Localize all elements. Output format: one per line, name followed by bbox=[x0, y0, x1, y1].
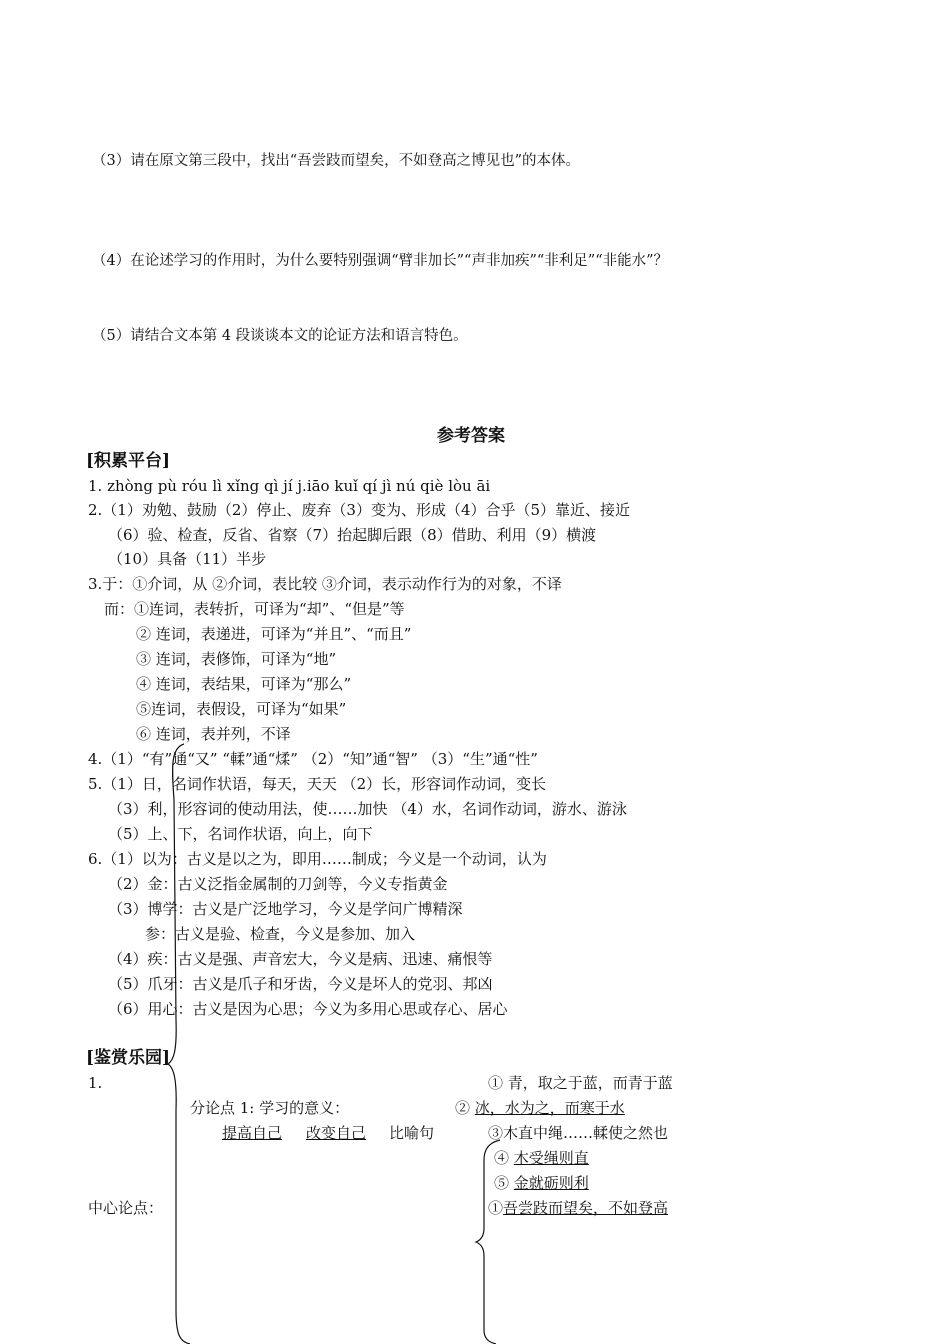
example-6-text: 吾尝跂而望矣，不如登高 bbox=[503, 1199, 669, 1217]
example-4-text: 木受绳则直 bbox=[513, 1149, 589, 1167]
item-number: 1. bbox=[88, 1074, 103, 1092]
answer-2-line-b: （6）验、检查，反省、省察（7）抬起脚后跟（8）借助、利用（9）横渡 bbox=[108, 526, 597, 544]
answer-3-er-1: 而：①连词，表转折，可译为“却”、“但是”等 bbox=[104, 600, 405, 618]
center-argument-label: 中心论点： bbox=[88, 1199, 164, 1217]
question-3: （3）请在原文第三段中，找出“吾尝跂而望矣，不如登高之博见也”的本体。 bbox=[92, 153, 581, 169]
sub-argument-1-point-b: 改变自己 bbox=[306, 1124, 367, 1142]
answer-3-er-2: ② 连词，表递进，可译为“并且”、“而且” bbox=[136, 625, 412, 643]
section-header-appreciation: [鉴赏乐园] bbox=[86, 1048, 171, 1068]
answer-6-line-e: （4）疾：古义是强、声音宏大，今义是病、迅速、痛恨等 bbox=[108, 950, 493, 968]
answer-6-line-d: 参：古义是验、检查，今义是参加、加入 bbox=[145, 925, 416, 943]
question-4: （4）在论述学习的作用时，为什么要特别强调“臂非加长”“声非加疾”“非利足”“非能水”？ bbox=[92, 253, 669, 269]
example-2-text: 冰，水为之，而寒于水 bbox=[474, 1099, 625, 1117]
example-1: ① 青，取之于蓝，而青于蓝 bbox=[488, 1074, 673, 1092]
answer-3-er-5: ⑤连词，表假设，可译为“如果” bbox=[136, 700, 347, 718]
answer-5-line-a: 5.（1）日，名词作状语，每天，天天 （2）长，形容词作动词，变长 bbox=[88, 775, 547, 793]
answer-6-line-a: 6.（1）以为：古义是以之为，即用……制成；今义是一个动词，认为 bbox=[88, 850, 547, 868]
example-3: ③木直中绳……輮使之然也 bbox=[488, 1124, 669, 1142]
example-4-number: ④ bbox=[494, 1149, 514, 1167]
answer-5-line-b: （3）利，形容词的使动用法，使……加快 （4）水，名词作动词，游水、游泳 bbox=[108, 800, 627, 818]
example-2 bbox=[455, 1098, 625, 1118]
example-2-number: ② bbox=[455, 1099, 475, 1117]
example-4 bbox=[494, 1148, 589, 1168]
answer-6-line-b: （2）金：古义泛指金属制的刀剑等，今义专指黄金 bbox=[108, 875, 448, 893]
answer-2-line-a: 2.（1）劝勉、鼓励（2）停止、废弃（3）变为、形成（4）合乎（5）靠近、接近 bbox=[88, 501, 631, 519]
answer-title: 参考答案 bbox=[437, 426, 505, 446]
answer-2-line-c: （10）具备（11）半步 bbox=[108, 550, 267, 568]
answer-3-yu: 3.于：①介词，从 ②介词，表比较 ③介词，表示动作行为的对象，不译 bbox=[88, 575, 562, 593]
example-5 bbox=[494, 1173, 589, 1193]
answer-3-er-3: ③ 连词，表修饰，可译为“地” bbox=[136, 650, 337, 668]
example-6 bbox=[488, 1198, 668, 1218]
example-6-number: ① bbox=[488, 1199, 504, 1217]
answer-1-pinyin: 1. zhòng pù róu lì xǐng qì jí j.iāo kuǐ qí jì nú qiè lòu āi bbox=[88, 477, 491, 495]
example-5-text: 金就砺则利 bbox=[513, 1174, 589, 1192]
sub-argument-1-point-a: 提高自己 bbox=[222, 1124, 283, 1142]
answer-4: 4.（1）“有”通“又” “輮”通“煣” （2）“知”通“智” （3）“生”通“性” bbox=[88, 750, 538, 768]
answer-3-er-6: ⑥ 连词，表并列，不译 bbox=[136, 725, 291, 743]
answer-6-line-f: （5）爪牙：古义是爪子和牙齿，今义是坏人的党羽、邦凶 bbox=[108, 975, 493, 993]
answer-3-er-4: ④ 连词，表结果，可译为“那么” bbox=[136, 675, 352, 693]
answer-5-line-c: （5）上、下，名词作状语，向上，向下 bbox=[108, 825, 373, 843]
example-5-number: ⑤ bbox=[494, 1174, 514, 1192]
sub-argument-1-label: 分论点 1: 学习的意义： bbox=[190, 1099, 350, 1117]
answer-6-line-c: （3）博学：古义是广泛地学习，今义是学问广博精深 bbox=[108, 900, 463, 918]
section-header-accumulation: [积累平台] bbox=[86, 451, 171, 471]
right-brace bbox=[476, 1140, 500, 1344]
question-5: （5）请结合文本第 4 段谈谈本文的论证方法和语言特色。 bbox=[92, 328, 468, 344]
answer-6-line-g: （6）用心：古义是因为心思；今义为多用心思或存心、居心 bbox=[108, 1000, 508, 1018]
sub-argument-1-method: 比喻句 bbox=[389, 1124, 435, 1142]
